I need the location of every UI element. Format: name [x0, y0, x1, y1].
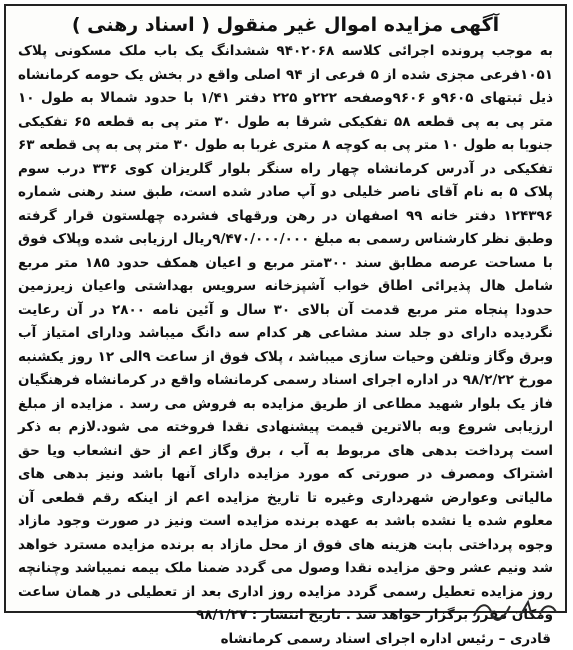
legal-notice-box [4, 4, 567, 647]
notice-paragraph: به موجب پرونده اجرائی کلاسه ۹۴۰۲۰۶۸ ششدانگ یک باب ملک مسکونی پلاک ۱۰۵۱فرعی مجزی شده از ۵ فرعی از ۹۴ اصلی واقع در بخش یک حومه کرمانشاه ذیل ثبتهای ۹۶۰۵و ۹۶۰۶وصفحه ۲۲۲و ۲۲۵ دفتر ۱/۴۱ با حدود شمالا به طول ۱۰ متر پی به پی قطعه ۵۸ تفکیکی شرقا به طول ۳۰ متر پی به قطعه ۶۵ تفکیکی جنوبا به طول ۱۰ متر پی به کوچه ۸ متری غربا به طول ۳۰ متر پی به پی قطعه ۶۳ تفکیکی در آدرس کرمانشاه چهار راه سنگر بلوار گلریزان کوی ۳۳۶ درب سوم پلاک ۵ به نام آقای ناصر خلیلی دو آپ صادر شده است، طبق سند رهنی شماره ۱۲۴۳۹۶ دفتر خانه ۹۹ اصفهان در رهن ورقهای فشرده چهلستون قرار گرفته وطبق نظر کارشناس رسمی به مبلغ ۹/۴۷۰/۰۰۰/۰۰۰ریال ارزیابی شده وپلاک فوق با مساحت عرصه مطابق سند ۳۰۰متر مربع و اعیان همکف حدود ۱۸۵ متر مربع شامل هال پذیرائی اطاق خواب آشپزخانه سرویس بهداشتی واعیان زیرزمین حدودا پنجاه متر مربع قدمت آن بالای ۳۰ سال و آئین نامه ۲۸۰۰ در آن رعایت نگردیده دارای دو جلد سند مشاعی هر کدام سه دانگ میباشد ودارای امتیاز آب وبرق وگاز وتلفن وحیات سازی میباشد ، پلاک فوق از ساعت ۹الی ۱۲ روز یکشنبه مورخ ۹۸/۲/۲۲ در اداره اجرای اسناد رسمی کرمانشاه واقع در کرمانشاه فرهنگیان فاز یک بلوار شهید مطاعی از طریق مزایده به فروش می رسد . مزایده از مبلغ ارزیابی شروع وبه بالاترین قیمت پیشنهادی نقدا فروخته می شود.لازم به ذکر است پرداخت بدهی های مربوط به آب ، برق وگاز اعم از حق انشعاب ویا حق اشتراک ومصرف در صورتی که مورد مزایده دارای آنها باشد ونیز بدهی های مالیاتی وعوارض شهرداری وغیره تا تاریخ مزایده اعم از اینکه رقم قطعی آن معلوم شده یا نشده باشد به عهده برنده مزایده است ونیز در صورت وجود مازاد وجوه پرداختی بابت هزینه های فوق از محل مازاد به برنده مزایده مسترد خواهد شد ونیم عشر وحق مزایده نقدا وصول می گردد ضمنا ملک بیمه نمیباشد وچنانچه روز مزایده تعطیل رسمی گردد مزایده روز اداری بعد از تعطیلی در همان ساعت ومکان مقرر برگزار خواهد شد . تاریخ انتشار : ۹۸/۱/۲۷ [18, 43, 554, 623]
notice-signature: قادری – رئیس اداره اجرای اسناد رسمی کرمانشاه [220, 630, 551, 647]
notice-title: آگهی مزایده اموال غیر منقول ( اسناد رهنی ) [71, 14, 500, 36]
notice-body [6, 40, 565, 628]
